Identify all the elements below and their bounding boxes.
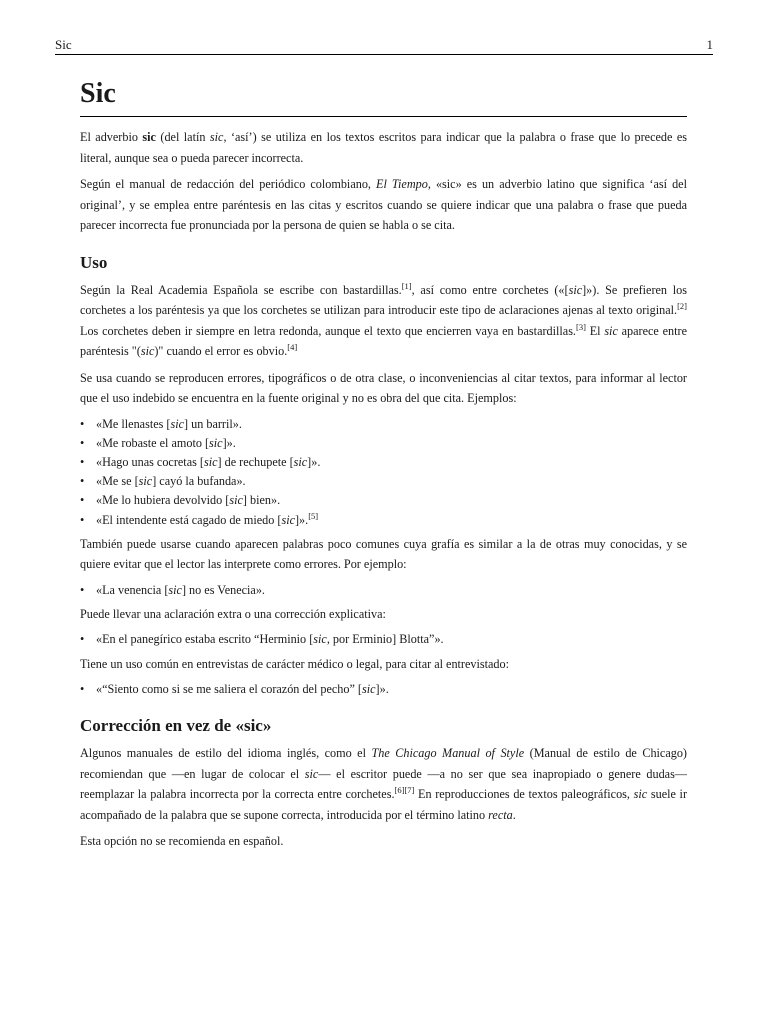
text-run: (Manual de estilo de Chicago) recomiendan que —en lugar de colocar el: [80, 746, 687, 781]
text-run: Tiene un uso común en entrevistas de carácter médico o legal, para citar al entrevistado:: [80, 656, 509, 671]
paragraph: [80, 280, 687, 362]
italic-text: sic: [209, 435, 223, 450]
text-run: El: [585, 323, 605, 338]
text-run: ]».: [222, 435, 236, 450]
list-item: [80, 415, 687, 434]
paragraph: [80, 743, 687, 825]
citation-ref[interactable]: [6][7]: [394, 785, 415, 796]
text-run: aparece entre paréntesis "(: [80, 323, 687, 358]
paragraph: [80, 127, 687, 168]
italic-text: El Tiempo: [376, 177, 428, 191]
text-run: suele ir acompañado de la palabra que se supone correcta, introducida por el término latino: [80, 787, 688, 822]
text-run: , «sic» es un adverbio latino que significa ‘así del original’, y se emplea entre paréntesis en las citas y escritos cuando se quiere indicar que una palabra o frase que pueda parecer incorrecta fue pronunciada por la persona de quien se habla o se cita.: [80, 177, 687, 232]
text-run: (del latín: [155, 130, 210, 144]
text-run: El adverbio: [80, 130, 143, 144]
running-header-title: Sic: [55, 37, 72, 52]
italic-text: sic: [304, 766, 319, 781]
text-run: ] no es Venecia».: [181, 582, 265, 597]
citation-ref[interactable]: [4]: [287, 341, 298, 352]
text-run: También puede usarse cuando aparecen palabras poco comunes cuya grafía es similar a la de otras muy conocidas, y se quiere evitar que el lector las interprete como errores. Por ejemplo:: [80, 536, 687, 572]
bold-text: sic: [142, 130, 156, 144]
paragraph: [80, 604, 687, 625]
section: [80, 715, 687, 852]
bullet-list: [80, 630, 687, 649]
italic-text: sic: [633, 787, 648, 802]
list-item: [80, 581, 687, 600]
list-item: [80, 491, 687, 510]
text-run: En reproducciones de textos paleográficos,: [414, 787, 634, 802]
text-run: «Me se [: [96, 474, 139, 489]
citation-ref[interactable]: [2]: [677, 300, 687, 311]
text-run: Los corchetes deben ir siempre en letra redonda, aunque el texto que encierren vaya en bastardillas.: [80, 323, 576, 338]
text-run: ]».: [375, 682, 389, 697]
text-run: .: [512, 807, 516, 822]
italic-text: recta: [488, 807, 513, 822]
text-run: ]».: [307, 454, 321, 469]
bullet-list: [80, 415, 687, 530]
italic-text: sic: [281, 512, 295, 527]
text-run: «Hago unas cocretas [: [96, 454, 204, 469]
text-run: «El intendente está cagado de miedo [: [96, 512, 282, 527]
paragraph: [80, 174, 687, 236]
italic-text: sic: [293, 454, 308, 469]
text-run: Algunos manuales de estilo del idioma inglés, como el: [80, 746, 372, 761]
paragraph: [80, 654, 687, 675]
text-run: Esta opción no se recomienda en español.: [80, 834, 284, 849]
article-sections: [80, 252, 687, 852]
text-run: , por Erminio] Blotta”».: [326, 632, 444, 647]
citation-ref[interactable]: [1]: [401, 280, 412, 291]
text-run: Según la Real Academia Española se escribe con bastardillas.: [80, 282, 402, 297]
text-run: «La venencia [: [96, 582, 169, 597]
italic-text: sic: [138, 474, 153, 489]
italic-text: sic: [229, 493, 243, 508]
section-heading: Uso: [80, 252, 108, 272]
italic-text: sic: [140, 344, 155, 358]
text-run: Puede llevar una aclaración extra o una corrección explicativa:: [80, 606, 386, 621]
text-run: «Me robaste el amoto [: [96, 435, 210, 450]
list-item: [80, 472, 687, 491]
bullet-list: [80, 680, 687, 699]
text-run: ] un barril».: [184, 416, 242, 431]
italic-text: sic: [170, 416, 185, 431]
text-run: ] bien».: [242, 493, 281, 508]
bullet-list: [80, 581, 687, 600]
text-run: ]»). Se prefieren los corchetes a los paréntesis ya que los corchetes se utilizan para introducir este tipo de aclaraciones ajenas al texto original.: [80, 282, 687, 317]
list-item: [80, 630, 687, 649]
text-run: ] de rechupete [: [217, 454, 294, 469]
text-run: ]».: [295, 512, 309, 527]
text-run: Según el manual de redacción del periódico colombiano,: [80, 177, 377, 191]
article-body: [80, 74, 687, 858]
text-run: , así como entre corchetes («[: [411, 282, 569, 297]
citation-ref[interactable]: [5]: [308, 510, 319, 521]
section: [80, 252, 687, 700]
list-item: [80, 680, 687, 699]
text-run: , ‘así’) se utiliza en los textos escritos para indicar que la palabra o frase que lo precede es literal, aunque sea o pueda parecer incorrecta.: [80, 130, 687, 165]
italic-text: sic: [604, 323, 618, 338]
article-title: Sic: [80, 74, 687, 117]
text-run: «Me lo hubiera devolvido [: [96, 493, 230, 508]
text-run: ] cayó la bufanda».: [152, 474, 246, 489]
italic-text: sic: [209, 130, 224, 144]
list-item: [80, 511, 687, 530]
intro-section: [80, 127, 687, 236]
text-run: «Me llenastes [: [96, 416, 171, 431]
page-number: 1: [706, 37, 713, 52]
text-run: Se usa cuando se reproducen errores, tipográficos o de otra clase, o inconveniencias al citar textos, para informar al lector que el uso indebido se encuentra en la fuente original y no es obra del que cita. Ejemplos:: [80, 370, 687, 405]
paragraph: [80, 831, 687, 852]
italic-text: sic: [568, 282, 583, 297]
paragraph: [80, 368, 687, 409]
paragraph: [80, 534, 687, 575]
text-run: «En el panegírico estaba escrito “Herminio [: [96, 632, 314, 647]
text-run: )" cuando el error es obvio.: [154, 344, 288, 358]
italic-text: sic: [362, 682, 376, 697]
section-heading: Corrección en vez de «sic»: [80, 716, 272, 736]
text-run: «“Siento como si se me saliera el corazón del pecho” [: [96, 682, 362, 697]
text-run: — el escritor puede —a no ser que sea inapropiado o genere dudas— reemplazar la palabra incorrecta por la correcta entre corchetes.: [80, 766, 687, 802]
list-item: [80, 434, 687, 453]
italic-text: sic: [313, 632, 327, 647]
italic-text: The Chicago Manual of Style: [371, 746, 525, 761]
list-item: [80, 453, 687, 472]
citation-ref[interactable]: [3]: [575, 321, 586, 332]
italic-text: sic: [203, 454, 218, 469]
running-header: [55, 36, 713, 55]
italic-text: sic: [168, 582, 182, 597]
